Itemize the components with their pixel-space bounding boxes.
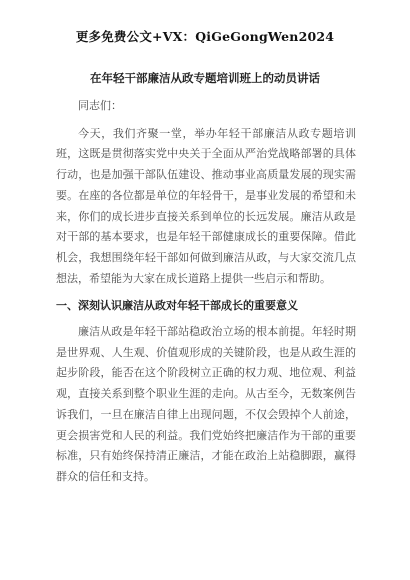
section-paragraph: 廉洁从政是年轻干部站稳政治立场的根本前提。年轻时期是世界观、人生观、价值观形成的关键阶段，也是从政生涯的起步阶段，能否在这个阶段树立正确的权力观、地位观、利益观，直接关系到整个职业生涯的走向。从古至今，无数案例告诉我们，一旦在廉洁自律上出现问题，不仅会毁掉个人前途，更会损害党和人民的利益。我们党始终把廉洁作为干部的重要标准，只有始终保持清正廉洁，才能在政治上站稳脚跟，赢得群众的信任和支持。 xyxy=(56,325,356,483)
document-title: 在年轻干部廉洁从政专题培训班上的动员讲话 xyxy=(90,71,320,85)
salutation: 同志们： xyxy=(78,99,122,112)
intro-paragraph: 今天，我们齐聚一堂，举办年轻干部廉洁从政专题培训班，这既是贯彻落实党中央关于全面从严治党战略部署的具体行动，也是加强干部队伍建设、推动事业高质量发展的现实需要。在座的各位都是单位的年轻骨干，是事业发展的希望和未来，你们的成长进步直接关系到单位的长远发展。廉洁从政是对干部的基本要求，也是年轻干部健康成长的重要保障。借此机会，我想围绕年轻干部如何做到廉洁从政，与大家交流几点想法，希望能为大家在成长道路上提供一些启示和帮助。 xyxy=(56,126,356,285)
document-body xyxy=(56,96,356,488)
section-heading: 一、深刻认识廉洁从政对年轻干部成长的重要意义 xyxy=(56,299,298,313)
promo-banner: 更多免费公文+VX：QiGeGongWen2024 xyxy=(75,29,335,44)
